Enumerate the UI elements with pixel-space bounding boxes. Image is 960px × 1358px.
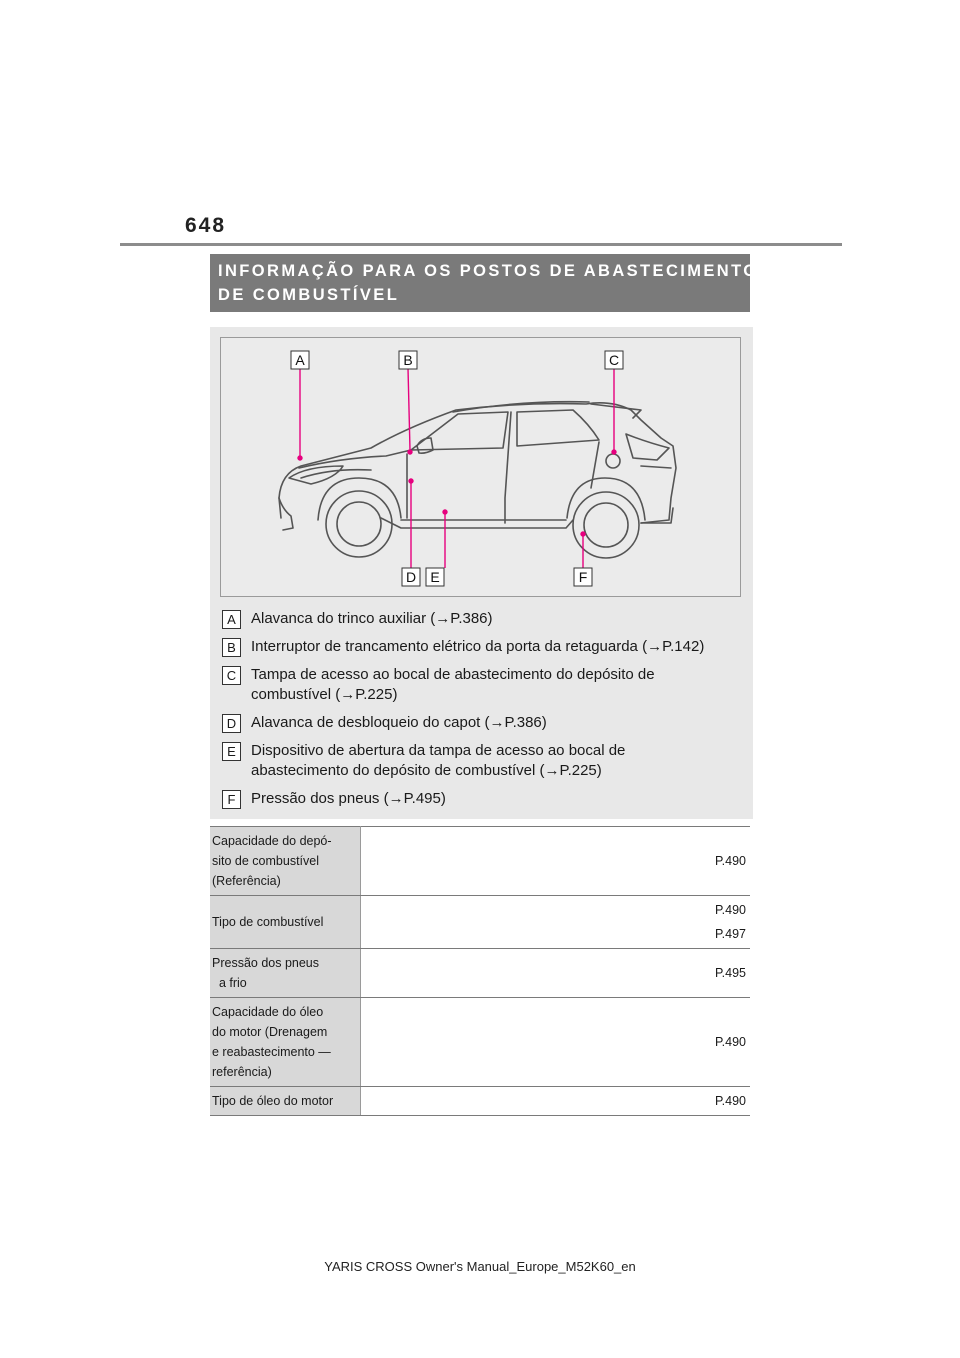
page-reference: P.490 xyxy=(714,854,746,868)
spec-label xyxy=(210,998,360,1087)
legend-badge: D xyxy=(222,714,241,733)
spec-label-text: Pressão dos pneus a frio xyxy=(212,956,320,990)
spec-label xyxy=(210,1087,360,1116)
info-panel xyxy=(210,327,753,819)
section-title-line-2: DE COMBUSTÍVEL xyxy=(218,286,400,304)
spec-value-cell xyxy=(360,949,750,998)
legend-badge: C xyxy=(222,666,241,685)
spec-label xyxy=(210,949,360,998)
spec-value-cell xyxy=(360,896,750,949)
callout-d xyxy=(402,568,420,586)
legend-item-b xyxy=(222,637,742,657)
table-row xyxy=(210,998,750,1087)
car-figure xyxy=(220,337,741,597)
spec-label-text: Tipo de combustível xyxy=(212,915,324,929)
leader-lines xyxy=(298,368,616,568)
callout-c xyxy=(605,351,623,369)
spec-label xyxy=(210,827,360,896)
legend-text: Alavanca do trinco auxiliar (→P.386) xyxy=(251,610,493,627)
page-footer: YARIS CROSS Owner's Manual_Europe_M52K60_en xyxy=(324,1259,636,1274)
legend-badge: F xyxy=(222,790,241,809)
callout-a-text: A xyxy=(295,352,305,368)
spec-label-text: Capacidade do depó- sito de combustível (Referência) xyxy=(212,834,332,888)
spec-label xyxy=(210,896,360,949)
page-reference: P.495 xyxy=(714,966,746,980)
callout-e-text: E xyxy=(430,569,440,585)
car-side-view-illustration xyxy=(221,338,742,598)
legend-item-e xyxy=(222,741,742,781)
legend-list xyxy=(222,609,742,817)
legend-badge: A xyxy=(222,610,241,629)
header-rule xyxy=(120,243,842,246)
legend-badge: E xyxy=(222,742,241,761)
page-reference: P.490 xyxy=(714,1035,746,1049)
legend-text: Pressão dos pneus (→P.495) xyxy=(251,790,446,807)
legend-item-f xyxy=(222,789,742,809)
spec-value-cell xyxy=(360,1087,750,1116)
spec-label-text: Tipo de óleo do motor xyxy=(212,1094,334,1108)
callout-f xyxy=(574,568,592,586)
page-reference: P.490 xyxy=(714,1094,746,1108)
legend-text: Interruptor de trancamento elétrico da porta da retaguarda (→P.142) xyxy=(251,638,705,655)
legend-badge: B xyxy=(222,638,241,657)
callout-b-text: B xyxy=(403,352,413,368)
callout-f-text: F xyxy=(578,569,588,585)
table-row xyxy=(210,827,750,896)
callout-c-text: C xyxy=(608,352,620,368)
legend-text: Dispositivo de abertura da tampa de acesso ao bocal de abastecimento do depósito de combustível (→P.225) xyxy=(251,742,626,779)
callout-d-text: D xyxy=(405,569,417,585)
page-number: 648 xyxy=(185,214,227,237)
car-outline xyxy=(279,402,676,558)
page-reference: P.490 xyxy=(714,903,746,917)
spec-label-text: Capacidade do óleo do motor (Drenagem e reabastecimento — referência) xyxy=(212,1005,331,1079)
table-row xyxy=(210,1087,750,1116)
legend-item-d xyxy=(222,713,742,733)
legend-item-c xyxy=(222,665,742,705)
legend-item-a xyxy=(222,609,742,629)
table-row xyxy=(210,896,750,949)
callout-b xyxy=(399,351,417,369)
spec-value-cell xyxy=(360,827,750,896)
table-row xyxy=(210,949,750,998)
spec-table xyxy=(210,826,750,1116)
section-header xyxy=(210,254,759,312)
spec-value-cell xyxy=(360,998,750,1087)
legend-text: Alavanca de desbloqueio do capot (→P.386) xyxy=(251,714,547,731)
page-reference: P.497 xyxy=(714,927,746,941)
callout-e xyxy=(426,568,444,586)
section-title-line-1: INFORMAÇÃO PARA OS POSTOS DE ABASTECIMENTO xyxy=(218,262,759,280)
legend-text: Tampa de acesso ao bocal de abastecimento do depósito de combustível (→P.225) xyxy=(251,666,655,703)
callout-a xyxy=(291,351,309,369)
